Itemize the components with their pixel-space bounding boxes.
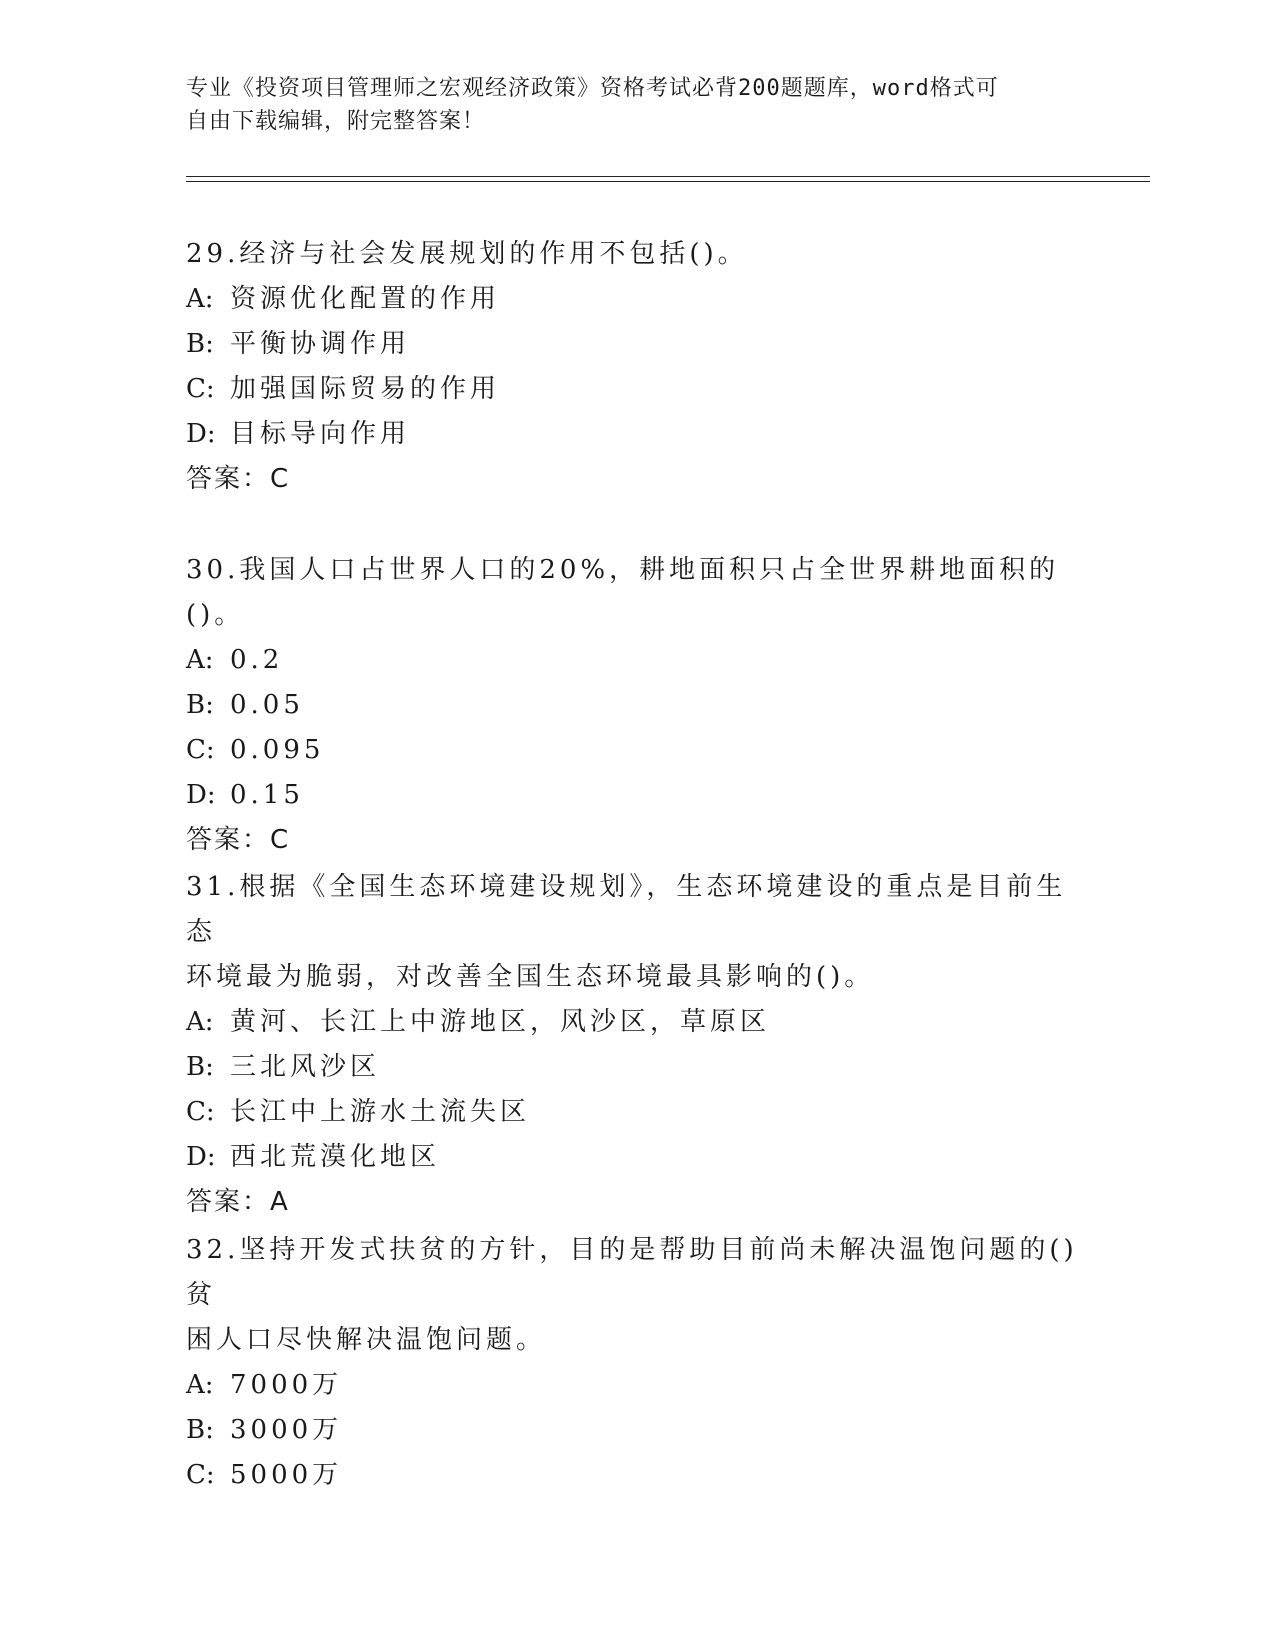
option-b <box>186 322 1086 367</box>
option-text: 加强国际贸易的作用 <box>230 374 501 404</box>
option-a <box>186 638 1086 683</box>
header-divider-top <box>186 176 1150 177</box>
option-text: 0.15 <box>230 780 304 810</box>
option-letter: A: <box>186 645 214 675</box>
option-text: 5000万 <box>230 1460 343 1490</box>
option-letter: C: <box>186 374 215 404</box>
option-letter: C: <box>186 1097 215 1127</box>
option-b <box>186 1045 1086 1090</box>
option-text: 0.2 <box>230 645 284 675</box>
option-c <box>186 1453 1086 1498</box>
option-text: 长江中上游水土流失区 <box>230 1097 531 1127</box>
question-stem-line-2: 困人口尽快解决温饱问题。 <box>186 1325 547 1355</box>
option-text: 黄河、长江上中游地区，风沙区，草原区 <box>230 1007 771 1037</box>
option-c <box>186 1090 1086 1135</box>
option-letter: C: <box>186 735 215 765</box>
option-text: 0.05 <box>230 690 304 720</box>
option-letter: D: <box>186 1142 216 1172</box>
option-text: 西北荒漠化地区 <box>230 1142 441 1172</box>
answer-line: 答案：C <box>186 464 291 494</box>
option-text: 平衡协调作用 <box>230 329 411 359</box>
question-stem-line-1: 31.根据《全国生态环境建设规划》，生态环境建设的重点是目前生态 <box>186 872 1067 947</box>
option-letter: C: <box>186 1460 215 1490</box>
question-stem-line-1: 32.坚持开发式扶贫的方针，目的是帮助目前尚未解决温饱问题的()贫 <box>186 1235 1078 1310</box>
option-a <box>186 1000 1086 1045</box>
option-a <box>186 1363 1086 1408</box>
option-letter: A: <box>186 1007 214 1037</box>
option-b <box>186 683 1086 728</box>
option-letter: A: <box>186 284 214 314</box>
option-letter: B: <box>186 1415 214 1445</box>
option-text: 目标导向作用 <box>230 419 411 449</box>
question-stem: 29.经济与社会发展规划的作用不包括()。 <box>186 239 748 269</box>
option-c <box>186 367 1086 412</box>
question-31 <box>186 865 1086 1225</box>
option-b <box>186 1408 1086 1453</box>
header-line-1: 专业《投资项目管理师之宏观经济政策》资格考试必背200题题库，word格式可 <box>186 76 999 101</box>
option-letter: B: <box>186 329 214 359</box>
question-stem-line-2: 环境最为脆弱，对改善全国生态环境最具影响的()。 <box>186 962 875 992</box>
option-d <box>186 412 1086 457</box>
option-a <box>186 277 1086 322</box>
option-text: 3000万 <box>230 1415 343 1445</box>
question-32 <box>186 1228 1086 1498</box>
option-text: 7000万 <box>230 1370 343 1400</box>
option-letter: B: <box>186 1052 214 1082</box>
header-divider-bottom <box>186 181 1150 182</box>
option-text: 三北风沙区 <box>230 1052 381 1082</box>
answer-line: 答案：A <box>186 1187 290 1217</box>
option-text: 0.095 <box>230 735 325 765</box>
option-letter: D: <box>186 780 216 810</box>
document-header <box>186 72 1066 138</box>
question-30 <box>186 548 1086 863</box>
option-d <box>186 773 1086 818</box>
header-line-2: 自由下载编辑，附完整答案！ <box>186 109 486 134</box>
option-letter: D: <box>186 419 216 449</box>
option-d <box>186 1135 1086 1180</box>
question-stem: 30.我国人口占世界人口的20%，耕地面积只占全世界耕地面积的()。 <box>186 555 1060 630</box>
question-29 <box>186 232 1086 502</box>
option-letter: A: <box>186 1370 214 1400</box>
option-c <box>186 728 1086 773</box>
option-letter: B: <box>186 690 214 720</box>
answer-line: 答案：C <box>186 825 291 855</box>
option-text: 资源优化配置的作用 <box>230 284 501 314</box>
